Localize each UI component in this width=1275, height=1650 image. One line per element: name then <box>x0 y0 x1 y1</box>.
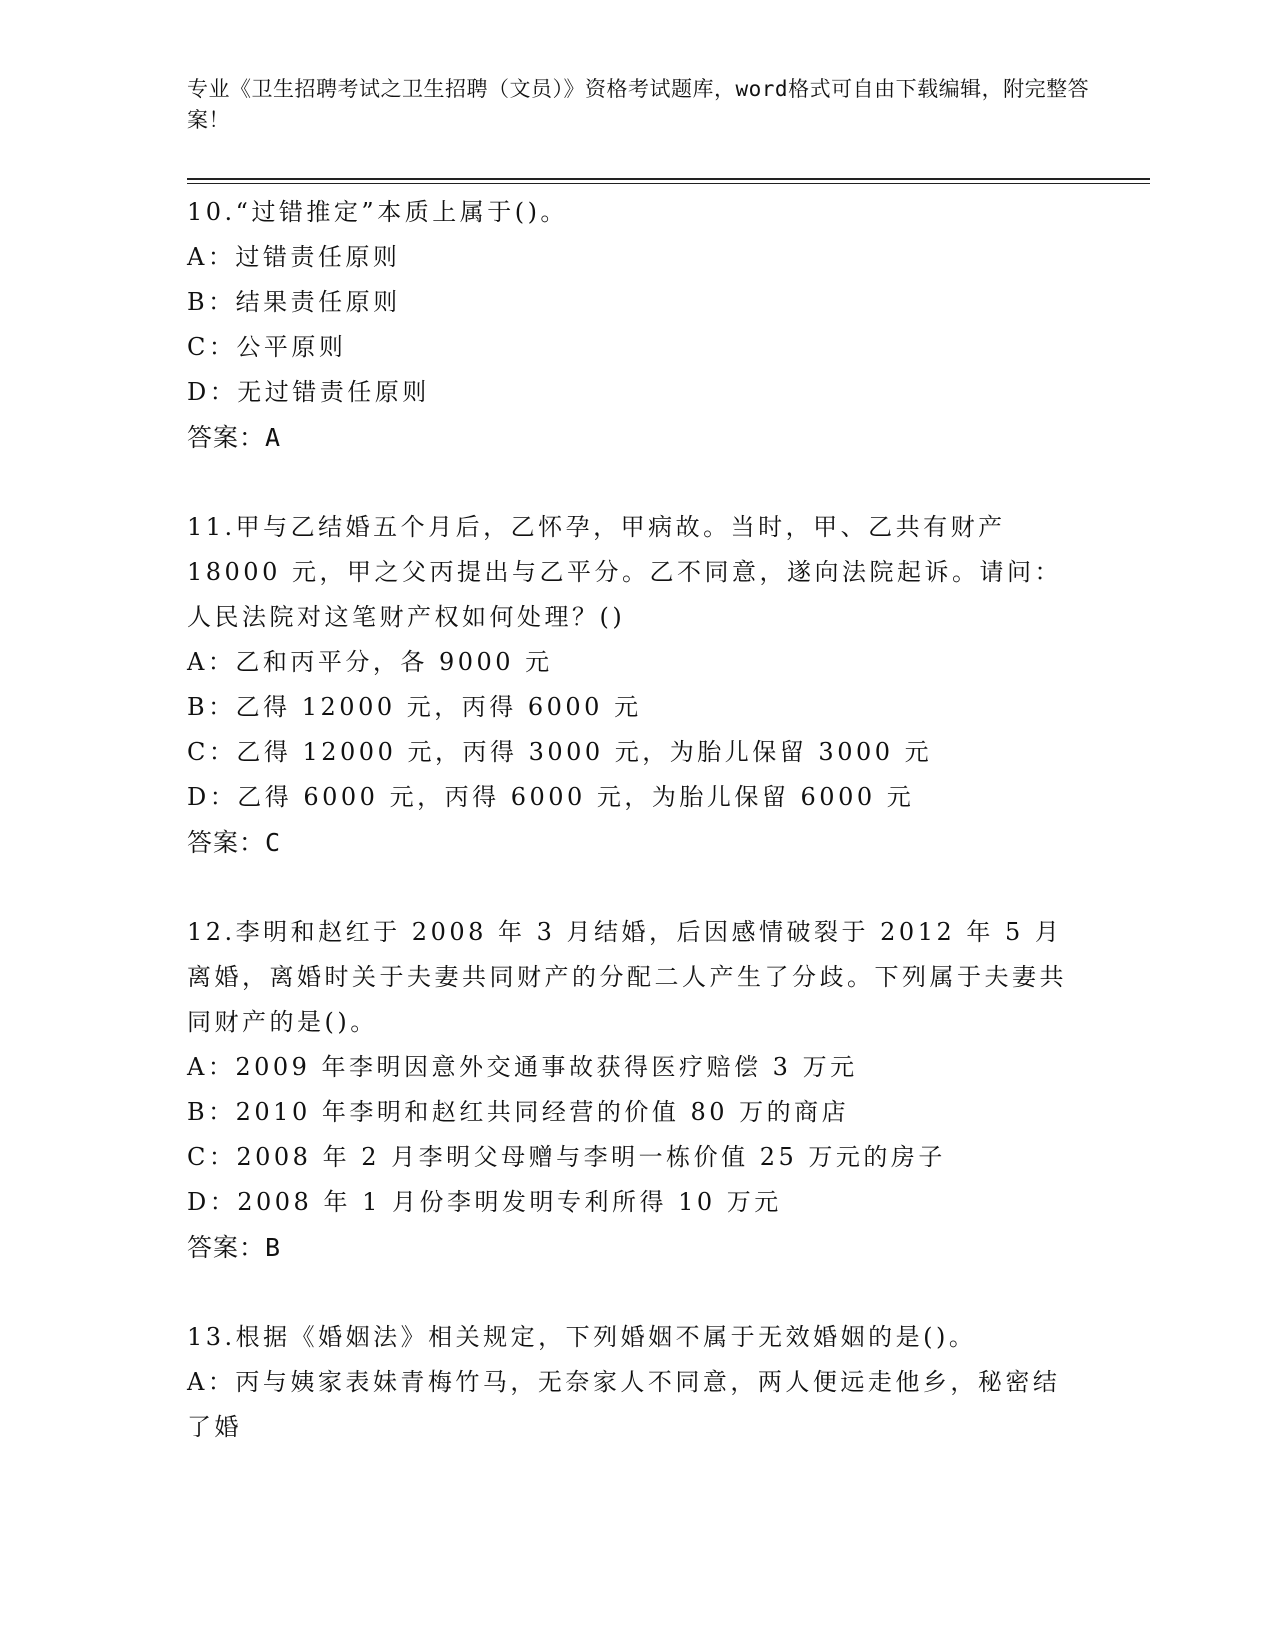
question-13 <box>187 1315 1087 1450</box>
option-b: B：2010 年李明和赵红共同经营的价值 80 万的商店 <box>187 1098 850 1126</box>
header-divider-thick <box>187 178 1150 180</box>
question-list <box>187 190 1087 1450</box>
header-divider-thin <box>187 183 1150 184</box>
option-c: C：乙得 12000 元，丙得 3000 元，为胎儿保留 3000 元 <box>187 738 933 766</box>
question-11 <box>187 505 1087 865</box>
option-c: C：2008 年 2 月李明父母赠与李明一栋价值 25 万元的房子 <box>187 1143 946 1171</box>
question-stem: 12.李明和赵红于 2008 年 3 月结婚，后因感情破裂于 2012 年 5 月离婚，离婚时关于夫妻共同财产的分配二人产生了分歧。下列属于夫妻共同财产的是()。 <box>187 918 1067 1036</box>
question-10 <box>187 190 1087 460</box>
option-a: A：2009 年李明因意外交通事故获得医疗赔偿 3 万元 <box>187 1053 858 1081</box>
option-a: A：乙和丙平分，各 9000 元 <box>187 648 553 676</box>
option-d: D：无过错责任原则 <box>187 378 430 406</box>
option-b: B：结果责任原则 <box>187 288 401 316</box>
answer-line: 答案：A <box>187 423 282 452</box>
option-d: D：2008 年 1 月份李明发明专利所得 10 万元 <box>187 1188 782 1216</box>
question-12 <box>187 910 1087 1270</box>
option-a: A：丙与姨家表妹青梅竹马，无奈家人不同意，两人便远走他乡，秘密结了婚 <box>187 1368 1061 1441</box>
answer-line: 答案：C <box>187 828 282 857</box>
question-stem: 10.“过错推定”本质上属于()。 <box>187 198 568 226</box>
option-b: B：乙得 12000 元，丙得 6000 元 <box>187 693 642 721</box>
document-intro: 专业《卫生招聘考试之卫生招聘（文员）》资格考试题库，word格式可自由下载编辑，附完整答案！ <box>187 77 1090 132</box>
answer-line: 答案：B <box>187 1233 282 1262</box>
question-stem: 13.根据《婚姻法》相关规定，下列婚姻不属于无效婚姻的是()。 <box>187 1323 977 1351</box>
option-d: D：乙得 6000 元，丙得 6000 元，为胎儿保留 6000 元 <box>187 783 915 811</box>
question-stem: 11.甲与乙结婚五个月后，乙怀孕，甲病故。当时，甲、乙共有财产18000 元，甲之父丙提出与乙平分。乙不同意，遂向法院起诉。请问：人民法院对这笔财产权如何处理？() <box>187 513 1062 631</box>
option-a: A：过错责任原则 <box>187 243 401 271</box>
option-c: C：公平原则 <box>187 333 347 361</box>
